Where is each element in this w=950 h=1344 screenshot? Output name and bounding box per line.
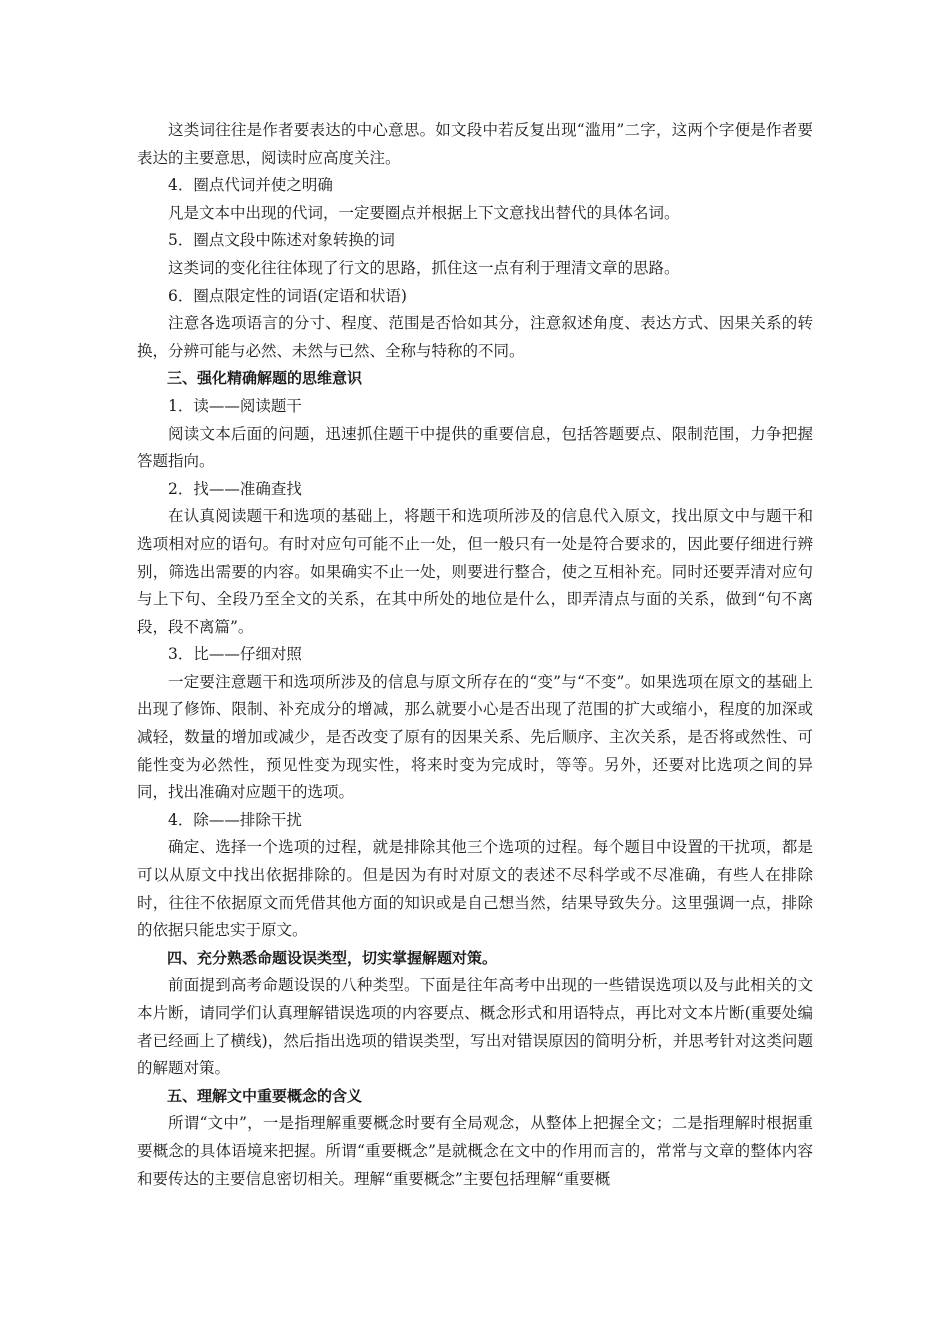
list-item-heading: 4．除——排除干扰 <box>168 810 302 829</box>
paragraph: 前面提到高考命题设误的八种类型。下面是往年高考中出现的一些错误选项以及与此相关的文本片断，请同学们认真理解错误选项的内容要点、概念形式和用语特点，再比对文本片断(重要处编者已经画上了横线)，然后指出选项的错误类型，写出对错误原因的简明分析，并思考针对这类问题的解题对策。 <box>137 976 813 1078</box>
list-item-heading: 2．找——准确查找 <box>168 479 302 498</box>
document-body <box>137 117 813 1193</box>
section-heading: 三、强化精确解题的思维意识 <box>167 369 363 388</box>
paragraph: 确定、选择一个选项的过程，就是排除其他三个选项的过程。每个题目中设置的干扰项，都是可以从原文中找出依据排除的。但是因为有时对原文的表述不尽科学或不尽准确，有些人在排除时，往往不依据原文而凭借其他方面的知识或是自己想当然，结果导致失分。这里强调一点，排除的依据只能忠实于原文。 <box>137 838 813 940</box>
paragraph: 阅读文本后面的问题，迅速抓住题干中提供的重要信息，包括答题要点、限制范围，力争把握答题指向。 <box>137 424 813 471</box>
list-item-heading: 4．圈点代词并使之明确 <box>168 176 333 195</box>
paragraph: 这类词的变化往往体现了行文的思路，抓住这一点有利于理清文章的思路。 <box>168 258 680 277</box>
section-heading: 五、理解文中重要概念的含义 <box>167 1086 363 1105</box>
paragraph: 一定要注意题干和选项所涉及的信息与原文所存在的“变”与“不变”。如果选项在原文的基础上出现了修饰、限制、补充成分的增减，那么就要小心是否出现了范围的扩大或缩小，程度的加深或减轻，数量的增加或减少，是否改变了原有的因果关系、先后顺序、主次关系，是否将或然性、可能性变为必然性，预见性变为现实性，将来时变为完成时，等等。另外，还要对比选项之间的异同，找出准确对应题干的选项。 <box>137 672 813 802</box>
section-heading: 四、充分熟悉命题设误类型，切实掌握解题对策。 <box>167 948 498 967</box>
list-item-heading: 1．读——阅读题干 <box>168 396 302 415</box>
list-item-heading: 5．圈点文段中陈述对象转换的词 <box>168 231 395 250</box>
paragraph: 凡是文本中出现的代词，一定要圈点并根据上下文意找出替代的具体名词。 <box>168 203 680 222</box>
paragraph: 在认真阅读题干和选项的基础上，将题干和选项所涉及的信息代入原文，找出原文中与题干和选项相对应的语句。有时对应句可能不止一处，但一般只有一处是符合要求的，因此要仔细进行辨别，筛选出需要的内容。如果确实不止一处，则要进行整合，使之互相补充。同时还要弄清对应句与上下句、全段乃至全文的关系，在其中所处的地位是什么，即弄清点与面的关系，做到“句不离段，段不离篇”。 <box>137 507 813 636</box>
paragraph: 这类词往往是作者要表达的中心意思。如文段中若反复出现“滥用”二字，这两个字便是作者要表达的主要意思，阅读时应高度关注。 <box>137 121 813 167</box>
list-item-heading: 6．圈点限定性的词语(定语和状语) <box>168 286 407 305</box>
list-item-heading: 3．比——仔细对照 <box>168 645 302 664</box>
paragraph: 注意各选项语言的分寸、程度、范围是否恰如其分，注意叙述角度、表达方式、因果关系的转换，分辨可能与必然、未然与已然、全称与特称的不同。 <box>137 314 813 360</box>
paragraph: 所谓“文中”，一是指理解重要概念时要有全局观念，从整体上把握全文；二是指理解时根据重要概念的具体语境来把握。所谓“重要概念”是就概念在文中的作用而言的，常常与文章的整体内容和要传达的主要信息密切相关。理解“重要概念”主要包括理解“重要概 <box>137 1114 813 1188</box>
